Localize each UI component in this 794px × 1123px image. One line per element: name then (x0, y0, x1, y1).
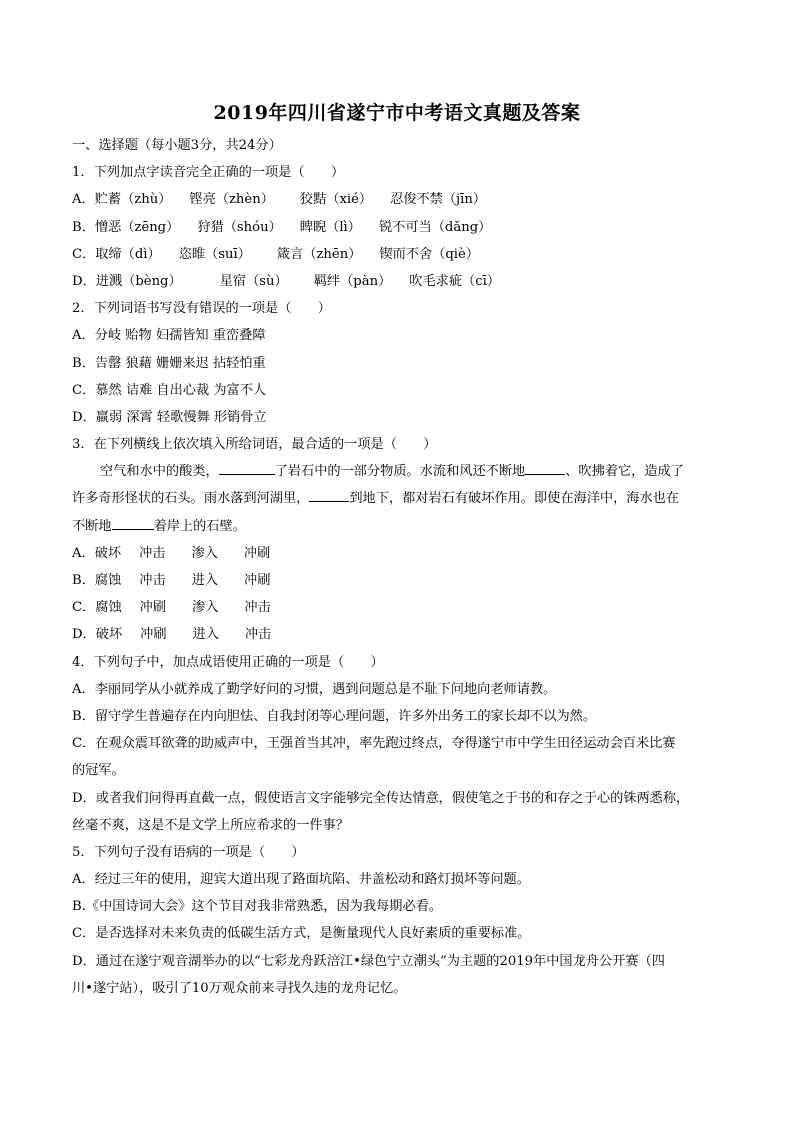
q3-c-item-3: 渗入 (192, 600, 219, 616)
question-2-option-c: C．慕然 诘难 自出心裁 为富不人 (72, 382, 267, 398)
passage-text: 了岩石中的一部分物质。水流和风还不断地 (274, 464, 526, 480)
question-5-option-b: B.《中国诗词大会》这个节目对我非常熟悉，因为我每期必看。 (72, 899, 442, 915)
question-4-option-b: B．留守学生普遍存在内向胆怯、自我封闭等心理问题，许多外出务工的家长却不以为然。 (72, 708, 596, 724)
question-3-option-b (72, 567, 724, 594)
q3-d-item-4: 冲击 (244, 627, 272, 643)
passage-text: 空气和水中的酸类， (100, 464, 219, 480)
q1-b-item-3: 睥睨（lì） (299, 219, 361, 235)
question-3-option-c (72, 594, 724, 621)
page-title: 2019年四川省遂宁市中考语文真题及答案 (213, 102, 581, 124)
question-1-option-c (72, 241, 724, 268)
q3-b-item-2: 冲击 (139, 573, 166, 588)
exam-content (72, 132, 724, 1002)
question-4-option-a: A．李丽同学从小就养成了勤学好问的习惯，遇到问题总是不耻下问地向老师请教。 (72, 681, 557, 697)
question-4-option-d-line-2: 丝毫不爽，这是不是文学上所应希求的一件事？ (72, 817, 349, 833)
q1-a-item-1: A．贮蓄（zhù） (72, 192, 172, 208)
question-5-option-c: C．是否选择对未来负责的低碳生活方式，是衡量现代人良好素质的重要标准。 (72, 926, 531, 942)
passage-text: 许多奇形怪状的石头。雨水落到河湖里， (72, 491, 310, 507)
question-2-option-b: B．告罄 狼藉 姗姗来迟 拈轻怕重 (72, 355, 266, 371)
question-3-option-a (72, 540, 724, 567)
fill-blank-2 (525, 460, 565, 475)
q3-c-item-4: 冲击 (244, 600, 271, 616)
q1-d-item-2: 星宿（sù） (219, 273, 288, 289)
q1-d-item-4: 吹毛求疵（cī） (409, 273, 501, 289)
passage-text: 不断地 (72, 518, 112, 534)
q1-c-item-1: C．取缔（dì） (72, 246, 161, 262)
question-2-stem: 2．下列词语书写没有错误的一项是（ ） (72, 301, 331, 317)
question-1-option-b (72, 214, 724, 241)
q1-c-item-4: 锲而不舍（qiè） (379, 246, 480, 262)
question-4-option-c-line-2: 的冠军。 (72, 763, 125, 779)
question-3-passage-line-1 (72, 458, 724, 485)
question-5-option-d-line-2: 川•遂宁站），吸引了10万观众前来寻找久违的龙舟记忆。 (72, 980, 407, 996)
q3-c-item-1: C．腐蚀 (72, 600, 122, 616)
q1-b-item-1: B．憎恶（zēng） (72, 219, 180, 235)
passage-text: 着岸上的石壁。 (153, 518, 246, 534)
q3-d-item-3: 进入 (192, 627, 219, 643)
q3-d-item-2: 冲刷 (140, 627, 167, 643)
question-2-option-a: A．分岐 贻物 妇孺皆知 重峦叠障 (72, 328, 266, 344)
fill-blank-4 (112, 515, 154, 530)
q3-c-item-2: 冲刷 (139, 600, 167, 616)
question-3-stem: 3．在下列横线上依次填入所给词语，最合适的一项是（ ） (72, 437, 437, 453)
question-1-option-d (72, 268, 724, 295)
q3-b-item-3: 进入 (191, 573, 219, 588)
passage-text: 到地下，都对岩石有破坏作用。即使在海洋中，海水也在 (349, 491, 680, 507)
q1-a-item-4: 忍俊不禁（jīn） (390, 192, 487, 208)
q3-d-item-1: D．破坏 (72, 627, 123, 643)
q1-a-item-2: 铿亮（zhèn） (189, 192, 274, 208)
q1-d-item-3: 羁绊（pàn） (313, 273, 392, 289)
section-heading: 一、选择题（每小题3分，共24分） (72, 138, 282, 153)
q1-b-item-2: 狩猎（shóu） (197, 219, 282, 235)
question-4-option-c-line-1: C．在观众震耳欲聋的助威声中，王强首当其冲，率先跑过终点，夺得遂宁市中学生田径运动会百米比赛 (72, 736, 676, 752)
q1-b-item-4: 锐不可当（dǎng） (378, 219, 492, 235)
fill-blank-1 (219, 460, 275, 475)
question-1-stem: 1．下列加点字读音完全正确的一项是（ ） (72, 165, 345, 181)
question-3-passage-line-2 (72, 485, 724, 512)
q3-a-item-4: 冲刷 (243, 545, 271, 561)
question-5-stem: 5．下列句子没有语病的一项是（ ） (72, 844, 305, 860)
q1-a-item-3: 狡黠（xié） (299, 192, 373, 208)
question-3-option-d (72, 621, 724, 648)
question-4-stem: 4．下列句子中，加点成语使用正确的一项是（ ） (72, 654, 384, 670)
question-2-option-d: D．羸弱 深霄 轻歌慢舞 形销骨立 (72, 409, 267, 425)
fill-blank-3 (309, 487, 349, 502)
q1-c-item-2: 恣睢（suī） (178, 246, 251, 262)
q3-a-item-3: 渗入 (191, 545, 218, 561)
q1-d-item-1: D．迸溅（bèng） (72, 273, 182, 289)
question-5-option-a: A．经过三年的使用，迎宾大道出现了路面坑陷、井盖松动和路灯损坏等问题。 (72, 872, 530, 888)
passage-text: 、吹拂着它，造成了 (565, 464, 684, 480)
question-5-option-d-line-1: D．通过在遂宁观音湖举办的以“七彩龙舟跃涪江•绿色宁立潮头”为主题的2019年中国龙舟公开赛（四 (72, 953, 665, 969)
q1-c-item-3: 箴言（zhēn） (276, 246, 362, 262)
q3-a-item-2: 冲击 (139, 545, 166, 561)
q3-b-item-4: 冲刷 (244, 573, 271, 588)
q3-b-item-1: B．腐蚀 (72, 573, 122, 588)
question-1-option-a (72, 186, 724, 213)
question-4-option-d-line-1: D．或者我们问得再直截一点，假使语言文字能够完全传达情意，假使笔之于书的和存之于心的铢两悉称， (72, 790, 690, 806)
question-3-passage-line-3 (72, 513, 724, 540)
q3-a-item-1: A．破坏 (72, 545, 122, 561)
